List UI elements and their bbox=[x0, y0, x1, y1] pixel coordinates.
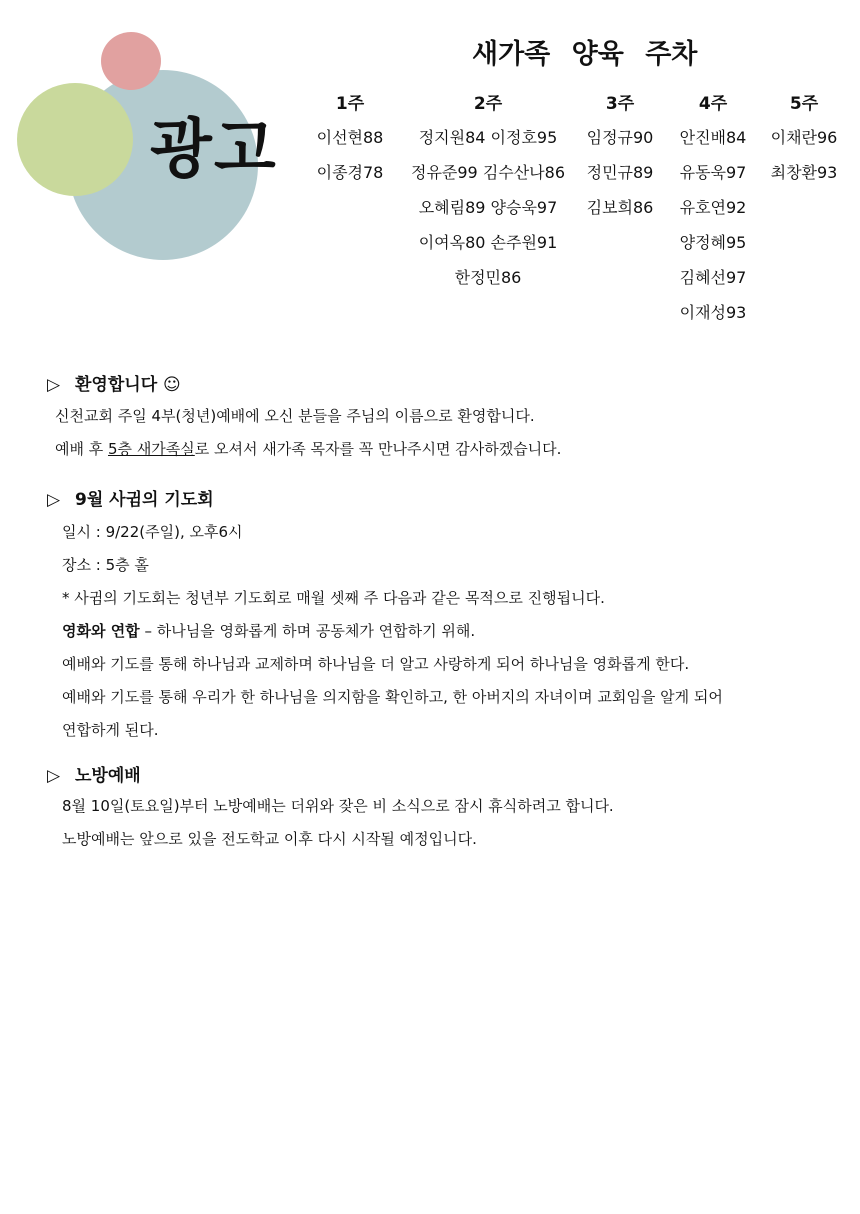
week-column-4 bbox=[673, 93, 753, 337]
week-name: 정민규89 bbox=[586, 163, 654, 182]
welcome-heading-text: 환영합니다 ☺ bbox=[75, 375, 181, 395]
week-name: 이종경78 bbox=[316, 163, 384, 182]
week-name: 양정혜95 bbox=[679, 233, 747, 252]
logo-circle-green bbox=[17, 83, 133, 196]
welcome-body bbox=[55, 400, 561, 466]
prayer-purpose bbox=[62, 615, 723, 648]
welcome-line-1: 신천교회 주일 4부(청년)예배에 오신 분들을 주님의 이름으로 환영합니다. bbox=[55, 407, 535, 425]
week-name: 임정규90 bbox=[586, 128, 654, 147]
prayer-purpose-bold: 영화와 연합 bbox=[62, 622, 140, 640]
nobang-heading bbox=[47, 761, 141, 786]
week-name: 유호연92 bbox=[679, 198, 747, 217]
week-label: 4주 bbox=[698, 94, 728, 114]
week-column-1 bbox=[310, 93, 390, 197]
week-name: 오혜림89 양승욱97 bbox=[418, 198, 558, 217]
week-name: 안진배84 bbox=[679, 128, 747, 147]
week-label: 1주 bbox=[335, 94, 365, 114]
week-name: 정유준99 김수산나86 bbox=[411, 163, 565, 182]
week-column-5 bbox=[765, 93, 843, 197]
week-column-2 bbox=[403, 93, 573, 302]
prayer-note: * 사귐의 기도회는 청년부 기도회로 매월 셋째 주 다음과 같은 목적으로 진행됩니다. bbox=[62, 589, 605, 607]
prayer-detail-1: 예배와 기도를 통해 하나님과 교제하며 하나님을 더 알고 사랑하게 되어 하나님을 영화롭게 한다. bbox=[62, 655, 690, 673]
logo-circle-pink bbox=[101, 32, 161, 90]
prayer-detail-2: 예배와 기도를 통해 우리가 한 하나님을 의지함을 확인하고, 한 아버지의 자녀이며 교회임을 알게 되어 bbox=[62, 688, 723, 706]
nobang-line-2: 노방예배는 앞으로 있을 전도학교 이후 다시 시작될 예정입니다. bbox=[62, 830, 477, 848]
week-name: 한정민86 bbox=[454, 268, 522, 287]
week-name: 이선현88 bbox=[316, 128, 384, 147]
week-name: 이여옥80 손주원91 bbox=[418, 233, 558, 252]
triangle-marker-icon: ▷ bbox=[47, 490, 61, 510]
welcome-line-2 bbox=[55, 433, 561, 466]
prayer-heading bbox=[47, 485, 214, 510]
week-name: 김보희86 bbox=[586, 198, 654, 217]
week-label: 5주 bbox=[789, 94, 819, 114]
prayer-place: 장소 : 5층 홀 bbox=[62, 556, 149, 574]
triangle-marker-icon: ▷ bbox=[47, 766, 61, 786]
prayer-heading-text: 9월 사귐의 기도회 bbox=[75, 490, 214, 510]
logo-text: 광고 bbox=[150, 113, 278, 187]
welcome-room-underlined: 5층 새가족실 bbox=[108, 440, 195, 458]
prayer-date: 일시 : 9/22(주일), 오후6시 bbox=[62, 523, 243, 541]
page-title: 새가족 양육 주차 bbox=[472, 39, 698, 70]
week-label: 3주 bbox=[605, 94, 635, 114]
welcome-line-2-pre: 예배 후 bbox=[55, 440, 109, 458]
welcome-line-2-post: 로 오셔서 새가족 목자를 꼭 만나주시면 감사하겠습니다. bbox=[194, 440, 562, 458]
week-name: 김혜선97 bbox=[679, 268, 747, 287]
prayer-body bbox=[62, 516, 723, 747]
week-name: 유동욱97 bbox=[679, 163, 747, 182]
prayer-purpose-rest: – 하나님을 영화롭게 하며 공동체가 연합하기 위해. bbox=[139, 622, 476, 640]
welcome-heading bbox=[47, 370, 181, 395]
triangle-marker-icon: ▷ bbox=[47, 375, 61, 395]
nobang-heading-text: 노방예배 bbox=[75, 766, 141, 786]
week-label: 2주 bbox=[473, 94, 503, 114]
week-name: 이재성93 bbox=[679, 303, 747, 322]
prayer-detail-3: 연합하게 된다. bbox=[62, 721, 159, 739]
week-column-3 bbox=[580, 93, 660, 232]
week-name: 최창환93 bbox=[770, 163, 838, 182]
announcement-logo bbox=[0, 0, 300, 280]
week-name: 이채란96 bbox=[770, 128, 838, 147]
nobang-line-1: 8월 10일(토요일)부터 노방예배는 더위와 잦은 비 소식으로 잠시 휴식하려고 합니다. bbox=[62, 797, 614, 815]
nobang-body bbox=[62, 790, 614, 856]
week-name: 정지원84 이정호95 bbox=[418, 128, 558, 147]
